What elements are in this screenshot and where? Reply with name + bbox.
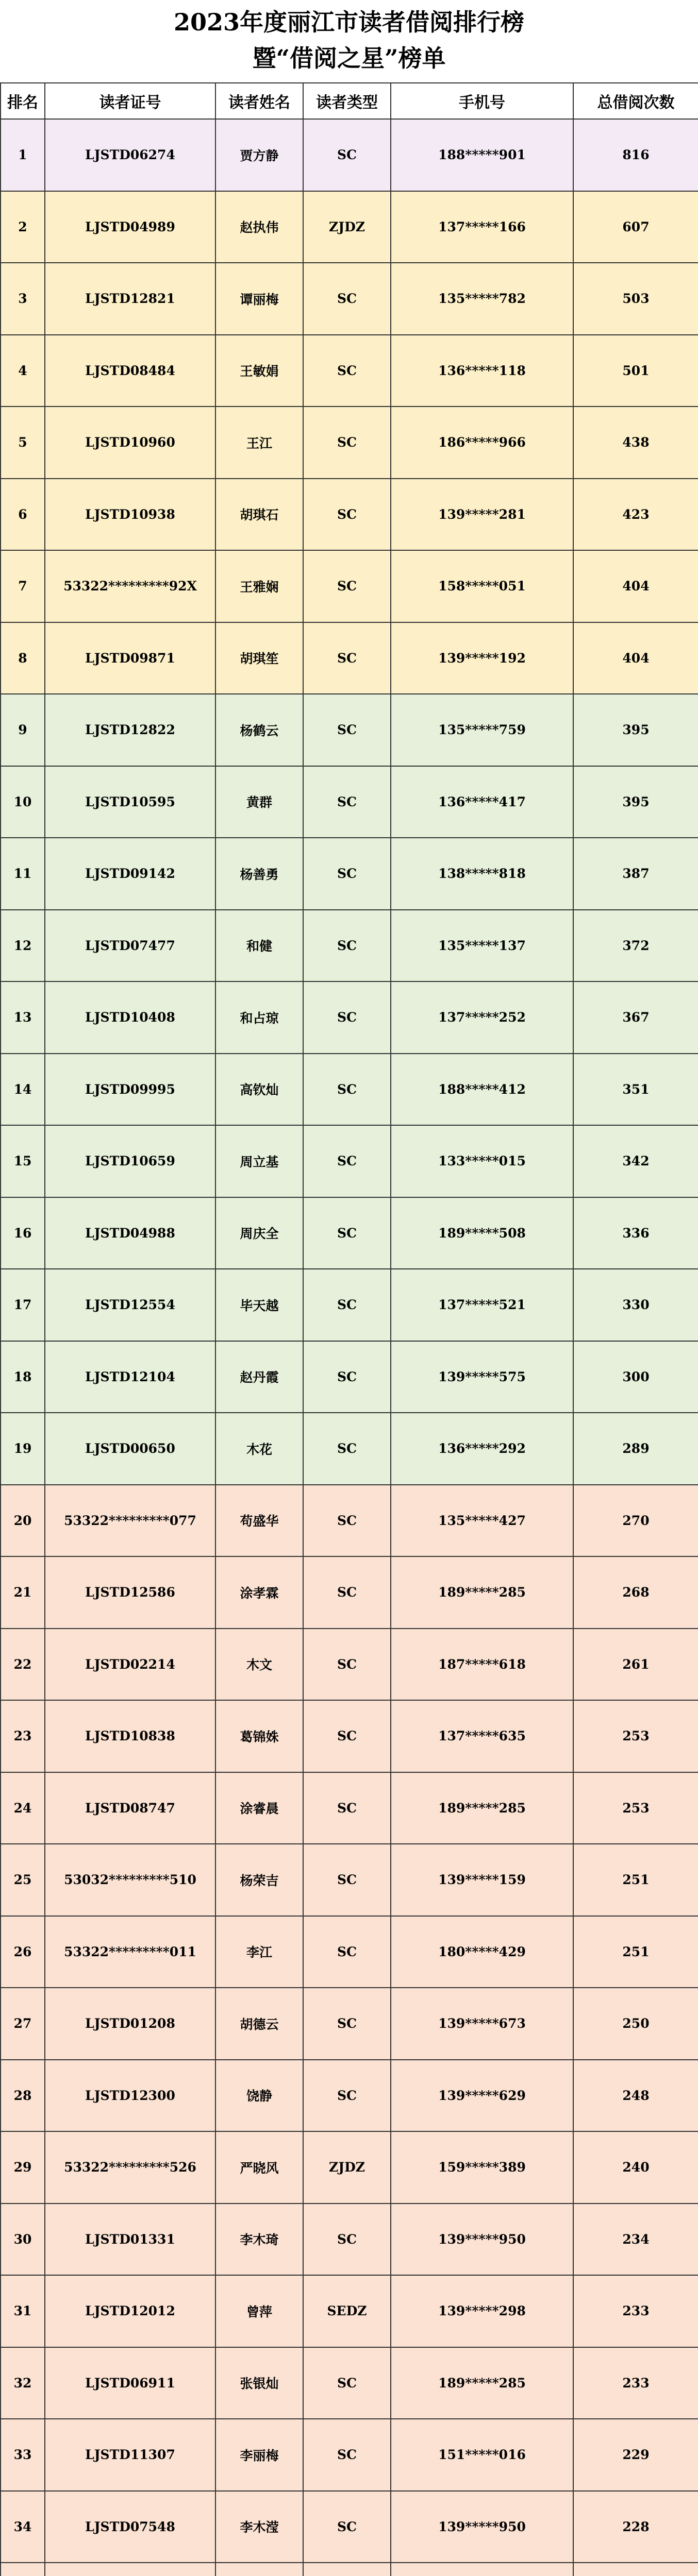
cell-reader-name: 张银灿 [215,2347,303,2419]
cell-total-borrows: 342 [573,1125,698,1197]
cell-reader-name: 王雅娴 [215,550,303,622]
header-phone: 手机号 [391,83,573,119]
cell-phone: 189*****508 [391,1197,573,1269]
cell-phone: 139*****281 [391,479,573,551]
cell-reader-type: SC [303,838,391,910]
cell-total-borrows: 423 [573,479,698,551]
cell-reader-name: 胡琪石 [215,479,303,551]
cell-card-number: LJSTD12300 [45,2060,215,2132]
cell-rank: 34 [1,2491,45,2563]
cell-reader-type: SC [303,910,391,982]
cell-card-number: LJSTD02214 [45,1629,215,1701]
cell-reader-name: 李丽梅 [215,2419,303,2491]
cell-reader-name: 王江 [215,406,303,479]
cell-reader-name: 曾萍 [215,2275,303,2347]
cell-reader-name: 杨荣吉 [215,1844,303,1916]
cell-reader-name: 李木滢 [215,2491,303,2563]
cell-reader-type: SC [303,1844,391,1916]
cell-reader-name: 杨鹤云 [215,694,303,766]
cell-phone: 137*****252 [391,981,573,1054]
table-row [1,1700,698,1772]
cell-total-borrows: 367 [573,981,698,1054]
cell-reader-name: 毕天越 [215,1269,303,1341]
cell-rank: 33 [1,2419,45,2491]
table-row [1,2275,698,2347]
table-row [1,2347,698,2419]
cell-card-number: LJSTD06274 [45,119,215,191]
cell-phone: 139*****192 [391,622,573,694]
cell-rank: 6 [1,479,45,551]
cell-reader-name: 涂孝霖 [215,1556,303,1629]
header-card-number: 读者证号 [45,83,215,119]
cell-phone: 189*****285 [391,2347,573,2419]
cell-phone: 151*****016 [391,2419,573,2491]
cell-total-borrows: 270 [573,1485,698,1557]
cell-rank: 3 [1,263,45,335]
cell-total-borrows: 251 [573,1844,698,1916]
table-row [1,1341,698,1413]
cell-rank: 18 [1,1341,45,1413]
cell-rank: 30 [1,2204,45,2276]
table-row [1,550,698,622]
cell-phone: 139*****950 [391,2491,573,2563]
cell-card-number: LJSTD11307 [45,2419,215,2491]
cell-reader-name: 苟盛华 [215,1485,303,1557]
cell-reader-type: SC [303,1413,391,1485]
cell-total-borrows: 330 [573,1269,698,1341]
cell-reader-name: 涂睿晨 [215,1772,303,1844]
cell-reader-name: 周庆全 [215,1197,303,1269]
header-rank: 排名 [1,83,45,119]
cell-reader-type: SC [303,2491,391,2563]
cell-reader-type: SC [303,1700,391,1772]
cell-rank: 29 [1,2131,45,2204]
cell-card-number: LJSTD04989 [45,191,215,263]
cell-total-borrows: 395 [573,766,698,838]
cell-total-borrows: 253 [573,1772,698,1844]
cell-total-borrows: 248 [573,2060,698,2132]
cell-total-borrows: 234 [573,2204,698,2276]
cell-reader-type: SC [303,2419,391,2491]
table-row [1,2419,698,2491]
cell-total-borrows: 253 [573,1700,698,1772]
ranking-table [0,82,698,2576]
cell-rank: 13 [1,981,45,1054]
table-row [1,1772,698,1844]
cell-reader-type: SC [303,1341,391,1413]
table-row [1,119,698,191]
cell-rank: 32 [1,2347,45,2419]
cell-rank: 5 [1,406,45,479]
cell-card-number: 53322*********526 [45,2131,215,2204]
cell-phone: 189*****285 [391,1772,573,1844]
cell-reader-name: 贾方静 [215,119,303,191]
cell-rank: 7 [1,550,45,622]
cell-total-borrows: 228 [573,2491,698,2563]
cell-phone: 136*****118 [391,335,573,407]
cell-card-number: LJSTD00650 [45,1413,215,1485]
cell-reader-type: SC [303,1125,391,1197]
cell-total-borrows: 268 [573,1556,698,1629]
cell-total-borrows: 300 [573,1341,698,1413]
cell-total-borrows: 229 [573,2419,698,2491]
cell-total-borrows [573,2563,698,2576]
cell-rank [1,2563,45,2576]
table-row [1,1629,698,1701]
table-row [1,1556,698,1629]
cell-rank: 17 [1,1269,45,1341]
cell-reader-type: SC [303,981,391,1054]
cell-rank: 16 [1,1197,45,1269]
cell-total-borrows: 240 [573,2131,698,2204]
table-row [1,1269,698,1341]
cell-phone: 139*****673 [391,1988,573,2060]
cell-card-number: LJSTD10938 [45,479,215,551]
cell-reader-type: SC [303,1772,391,1844]
cell-reader-type: SC [303,119,391,191]
cell-phone: 137*****166 [391,191,573,263]
cell-card-number: LJSTD12012 [45,2275,215,2347]
cell-total-borrows: 387 [573,838,698,910]
cell-reader-type: SC [303,1485,391,1557]
header-reader-type: 读者类型 [303,83,391,119]
table-row [1,622,698,694]
cell-rank: 27 [1,1988,45,2060]
cell-total-borrows: 336 [573,1197,698,1269]
cell-phone: 133*****015 [391,1125,573,1197]
title-line-1: 2023年度丽江市读者借阅排行榜 [173,8,525,36]
cell-reader-name: 胡琪笙 [215,622,303,694]
cell-card-number: LJSTD06911 [45,2347,215,2419]
cell-rank: 10 [1,766,45,838]
cell-reader-type: ZJDZ [303,191,391,263]
cell-phone: 135*****137 [391,910,573,982]
cell-card-number: LJSTD10659 [45,1125,215,1197]
cell-phone: 159*****389 [391,2131,573,2204]
cell-phone: 186*****966 [391,406,573,479]
table-row [1,1125,698,1197]
table-row [1,1844,698,1916]
cell-phone: 137*****521 [391,1269,573,1341]
cell-rank: 8 [1,622,45,694]
table-row [1,2491,698,2563]
cell-rank: 1 [1,119,45,191]
cell-reader-type: SC [303,1054,391,1126]
table-row [1,981,698,1054]
cell-total-borrows: 816 [573,119,698,191]
cell-reader-name: 胡德云 [215,1988,303,2060]
cell-rank: 9 [1,694,45,766]
cell-reader-type: SC [303,1916,391,1988]
cell-reader-type: SC [303,2204,391,2276]
cell-phone: 188*****412 [391,1054,573,1126]
cell-reader-name: 严晓风 [215,2131,303,2204]
cell-card-number: LJSTD12586 [45,1556,215,1629]
cell-reader-name: 饶静 [215,2060,303,2132]
cell-reader-name: 周立基 [215,1125,303,1197]
table-row [1,766,698,838]
table-row [1,191,698,263]
table-row [1,1054,698,1126]
cell-total-borrows: 233 [573,2347,698,2419]
cell-reader-name: 赵执伟 [215,191,303,263]
cell-phone: 139*****950 [391,2204,573,2276]
header-row [1,83,698,119]
table-row [1,1413,698,1485]
cell-reader-name: 赵丹霞 [215,1341,303,1413]
cell-phone: 136*****292 [391,1413,573,1485]
table-row [1,910,698,982]
cell-phone: 135*****427 [391,1485,573,1557]
cell-reader-type: SEDZ [303,2275,391,2347]
cell-reader-type: SC [303,1269,391,1341]
table-row [1,2060,698,2132]
cell-phone: 135*****782 [391,263,573,335]
cell-card-number: LJSTD07477 [45,910,215,982]
cell-card-number: LJSTD10595 [45,766,215,838]
cell-total-borrows: 372 [573,910,698,982]
cell-reader-type: SC [303,550,391,622]
cell-phone: 180*****429 [391,1916,573,1988]
cell-phone: 136*****417 [391,766,573,838]
cell-reader-name: 杨善勇 [215,838,303,910]
cell-rank: 31 [1,2275,45,2347]
cell-total-borrows: 289 [573,1413,698,1485]
cell-phone: 158*****051 [391,550,573,622]
cell-total-borrows: 351 [573,1054,698,1126]
cell-phone: 139*****575 [391,1341,573,1413]
cell-card-number: LJSTD08747 [45,1772,215,1844]
cell-rank: 24 [1,1772,45,1844]
cell-reader-name: 葛锦姝 [215,1700,303,1772]
cell-reader-type: SC [303,1197,391,1269]
cell-phone: 139*****159 [391,1844,573,1916]
cell-reader-name: 木文 [215,1629,303,1701]
cell-card-number: LJSTD01331 [45,2204,215,2276]
cell-reader-type: ZJDZ [303,2131,391,2204]
cell-rank: 4 [1,335,45,407]
cell-phone: 189*****285 [391,1556,573,1629]
cell-reader-type: SC [303,766,391,838]
cell-reader-name: 王敏娟 [215,335,303,407]
cell-rank: 15 [1,1125,45,1197]
cell-reader-type: SC [303,406,391,479]
cell-phone: 187*****618 [391,1629,573,1701]
table-row [1,694,698,766]
cell-total-borrows: 503 [573,263,698,335]
cell-card-number: 53322*********011 [45,1916,215,1988]
cell-total-borrows: 404 [573,622,698,694]
table-row [1,406,698,479]
cell-reader-name: 谭丽梅 [215,263,303,335]
table-row [1,263,698,335]
cell-reader-type: SC [303,335,391,407]
cell-reader-type: SC [303,1629,391,1701]
cell-rank: 12 [1,910,45,982]
cell-card-number: LJSTD10408 [45,981,215,1054]
cell-total-borrows: 438 [573,406,698,479]
cell-rank: 23 [1,1700,45,1772]
table-row [1,1197,698,1269]
cell-rank: 14 [1,1054,45,1126]
cell-card-number: LJSTD12822 [45,694,215,766]
title-line-2: 暨“借阅之星”榜单 [252,44,446,72]
table-row [1,1916,698,1988]
cell-reader-name [215,2563,303,2576]
cell-reader-type: SC [303,622,391,694]
cell-reader-type: SC [303,2060,391,2132]
table-row [1,335,698,407]
cell-card-number: 53322*********92X [45,550,215,622]
cell-rank: 28 [1,2060,45,2132]
table-row [1,479,698,551]
cell-card-number: 53032*********510 [45,1844,215,1916]
cell-reader-name: 黄群 [215,766,303,838]
cell-rank: 20 [1,1485,45,1557]
cell-rank: 19 [1,1413,45,1485]
table-row [1,1485,698,1557]
cell-phone: 139*****629 [391,2060,573,2132]
cell-card-number: LJSTD12554 [45,1269,215,1341]
cell-total-borrows: 261 [573,1629,698,1701]
cell-card-number: LJSTD04988 [45,1197,215,1269]
cell-card-number: LJSTD09142 [45,838,215,910]
page-title [0,0,698,82]
cell-reader-name: 李木琦 [215,2204,303,2276]
cell-reader-type: SC [303,1988,391,2060]
cell-rank: 22 [1,1629,45,1701]
cell-card-number: LJSTD12821 [45,263,215,335]
cell-card-number: LJSTD09995 [45,1054,215,1126]
cell-reader-type: SC [303,263,391,335]
cell-reader-name: 李江 [215,1916,303,1988]
ranking-rows [1,119,698,2576]
table-row [1,2204,698,2276]
cell-phone: 135*****759 [391,694,573,766]
cell-total-borrows: 250 [573,1988,698,2060]
cell-rank: 21 [1,1556,45,1629]
cell-card-number: LJSTD01208 [45,1988,215,2060]
cell-reader-type: SC [303,479,391,551]
cell-total-borrows: 233 [573,2275,698,2347]
cell-total-borrows: 395 [573,694,698,766]
cell-phone: 137*****635 [391,1700,573,1772]
cell-reader-type: SC [303,1556,391,1629]
cell-reader-name: 高钦灿 [215,1054,303,1126]
cell-card-number [45,2563,215,2576]
cell-card-number: LJSTD09871 [45,622,215,694]
cell-card-number: LJSTD10960 [45,406,215,479]
cell-reader-name: 木花 [215,1413,303,1485]
cell-total-borrows: 404 [573,550,698,622]
table-row [1,838,698,910]
cell-rank: 2 [1,191,45,263]
cell-phone: 188*****901 [391,119,573,191]
cell-reader-type: SC [303,2347,391,2419]
cell-reader-type [303,2563,391,2576]
cell-rank: 11 [1,838,45,910]
cell-card-number: LJSTD07548 [45,2491,215,2563]
cell-phone: 139*****298 [391,2275,573,2347]
cell-rank: 25 [1,1844,45,1916]
cell-total-borrows: 501 [573,335,698,407]
cell-reader-type: SC [303,694,391,766]
header-total-borrows: 总借阅次数 [573,83,698,119]
cell-card-number: LJSTD12104 [45,1341,215,1413]
header-reader-name: 读者姓名 [215,83,303,119]
cell-card-number: 53322*********077 [45,1485,215,1557]
cell-rank: 26 [1,1916,45,1988]
table-row [1,1988,698,2060]
cell-card-number: LJSTD08484 [45,335,215,407]
cell-reader-name: 和占琼 [215,981,303,1054]
table-row [1,2563,698,2576]
table-row [1,2131,698,2204]
cell-phone: 138*****818 [391,838,573,910]
cell-total-borrows: 251 [573,1916,698,1988]
cell-phone [391,2563,573,2576]
cell-total-borrows: 607 [573,191,698,263]
cell-card-number: LJSTD10838 [45,1700,215,1772]
cell-reader-name: 和健 [215,910,303,982]
